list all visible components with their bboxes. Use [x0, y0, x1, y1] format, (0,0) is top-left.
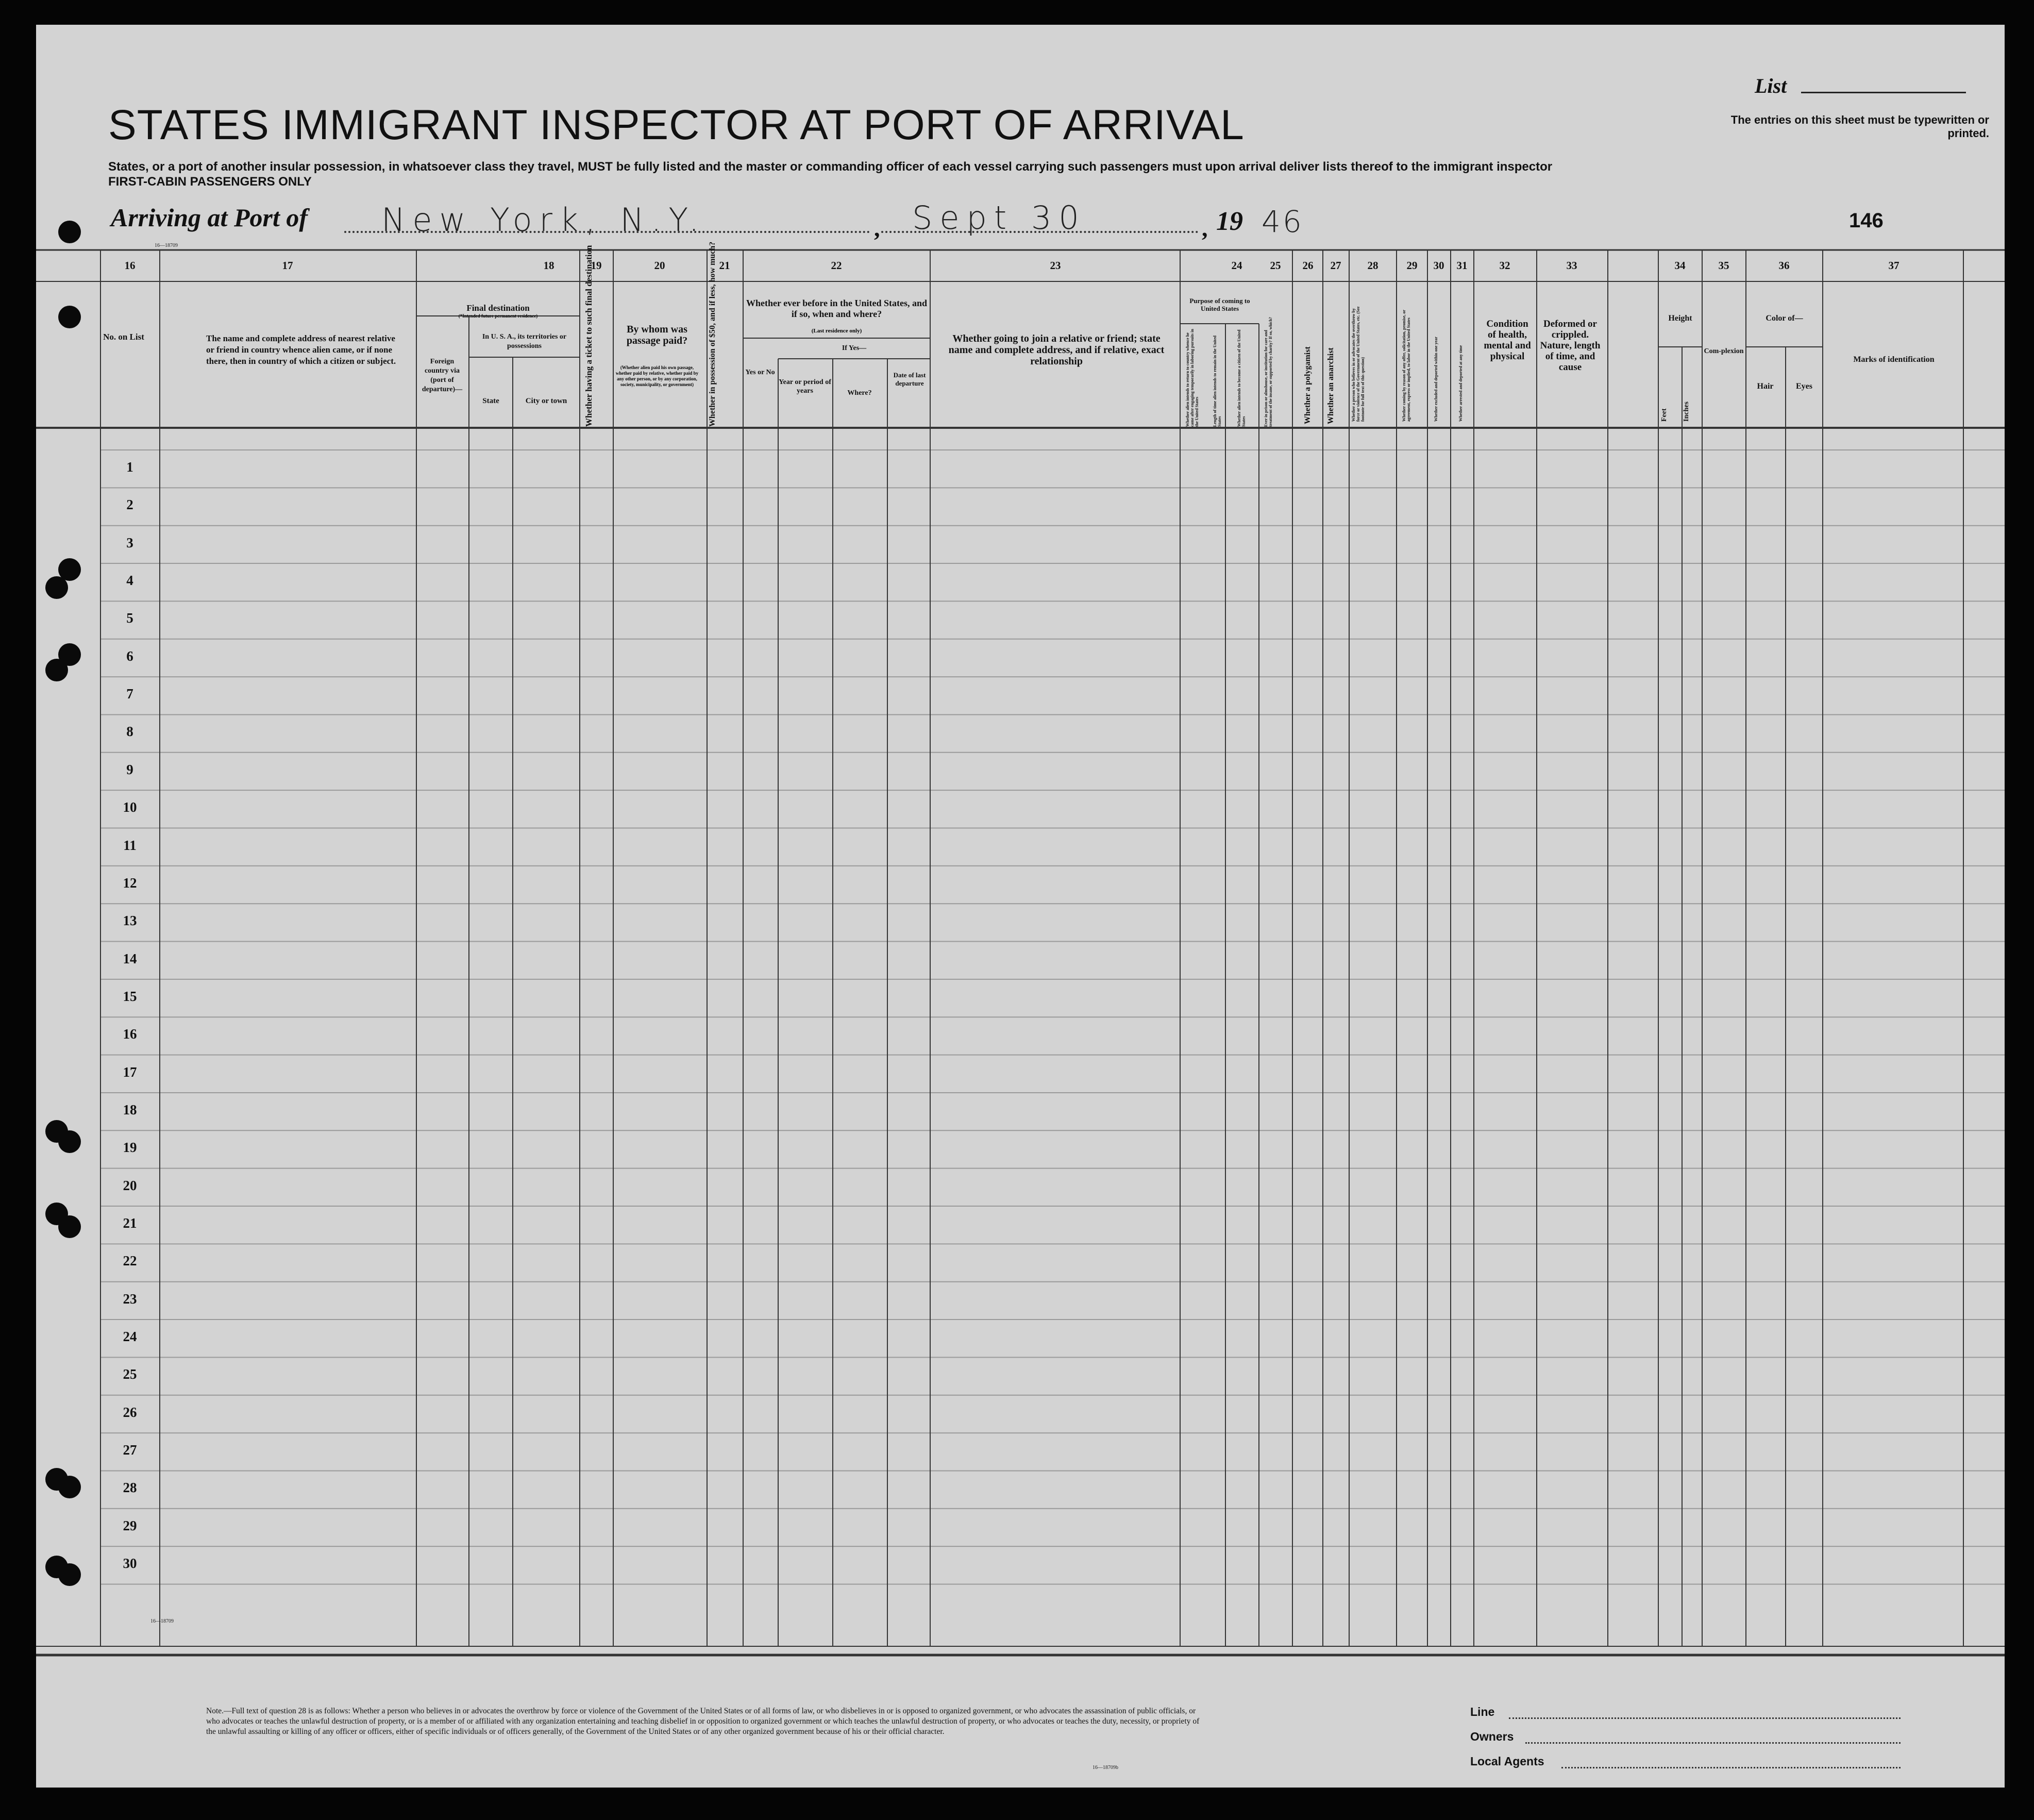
row-number: 12 [123, 875, 137, 891]
column-number: 30 [1433, 259, 1444, 272]
row-number: 7 [126, 686, 133, 702]
column-number: 33 [1566, 259, 1577, 272]
column-number: 37 [1888, 259, 1899, 272]
column-number: 34 [1674, 259, 1686, 272]
row-number: 30 [123, 1556, 137, 1572]
col-city: City or town [525, 397, 567, 405]
col-purpose: Purpose of coming to United States [1189, 297, 1250, 312]
row-number: 5 [126, 610, 133, 626]
punch-hole [58, 1130, 81, 1153]
comma-2: , [1202, 215, 1208, 241]
col-state: State [482, 397, 499, 405]
local-agents-label: Local Agents [1470, 1755, 1544, 1768]
row-number: 2 [126, 497, 133, 513]
row-number: 10 [123, 799, 137, 815]
col-inches: Inches [1683, 402, 1690, 422]
col-final-destination: Final destination [466, 303, 530, 313]
row-number: 14 [123, 950, 137, 966]
col-condition: Condition of health, mental and physical [1484, 319, 1531, 362]
row-number: 26 [123, 1404, 137, 1420]
column-number: 25 [1270, 259, 1281, 272]
col-complexion: Com-plexion [1704, 347, 1744, 355]
sheet-number: 146 [1849, 209, 1884, 232]
column-number: 27 [1330, 259, 1341, 272]
row-number: 20 [123, 1177, 137, 1193]
col-arrested: Whether arrested and deported at any time [1458, 345, 1463, 422]
col-anarchist: Whether an anarchist [1326, 347, 1335, 424]
manifest-sheet [36, 25, 2005, 1788]
date-value: Sept 30 [912, 199, 1086, 237]
col-ticket: Whether having a ticket to such final destination [584, 245, 594, 427]
column-number: 36 [1778, 259, 1790, 272]
col-purpose-a: Whether alien intends to return to country whence he came after engaging temporarily in laboring pursuits in the United States [1185, 329, 1199, 427]
column-number: 28 [1367, 259, 1379, 272]
col-hair: Hair [1757, 382, 1774, 391]
col-purpose-c: Whether alien intends to become a citizen of the United States [1237, 329, 1246, 427]
col-deformed: Deformed or crippled. Nature, length of time, and cause [1540, 319, 1601, 373]
comma-1: , [874, 215, 880, 241]
form-code-top: 16—18709 [155, 243, 178, 248]
col-where: Where? [847, 389, 872, 397]
col-passage-paid-note: (Whether alien paid his own passage, whether paid by relative, whether paid by any other person, or by any corporation, society, municipality, or government) [615, 365, 699, 387]
column-number: 29 [1406, 259, 1418, 272]
punch-hole [58, 1476, 81, 1498]
column-number: 17 [282, 259, 293, 272]
row-number: 29 [123, 1517, 137, 1533]
column-number: 21 [719, 259, 730, 272]
form-code-note: 16—18709b [1092, 1765, 1118, 1771]
row-number: 16 [123, 1026, 137, 1042]
col-if-yes: If Yes— [842, 344, 867, 352]
arriving-label: Arriving at Port of [111, 203, 308, 232]
col-polygamist: Whether a polygamist [1303, 346, 1312, 424]
table-grid [36, 25, 2005, 1788]
col-fifty-dollars: Whether in possession of $50, and if less, how much? [708, 241, 717, 427]
row-number: 9 [126, 761, 133, 777]
col-feet: Feet [1660, 408, 1668, 422]
col-ever-before-note: (Last residence only) [811, 328, 862, 334]
row-number: 1 [126, 459, 133, 475]
column-number: 32 [1499, 259, 1510, 272]
col-join-relative: Whether going to join a relative or friend; state name and complete address, and if relative, exact relationship [948, 333, 1165, 367]
col-nearest-relative: The name and complete address of nearest relative or friend in country whence alien came, or if none there, then in country of which a citizen or subject. [206, 333, 396, 366]
col-in-usa: In U. S. A., its territories or possessions [482, 333, 567, 350]
col-foreign-country: Foreign country via (port of departure)— [422, 358, 463, 393]
instruction-line: States, or a port of another insular possession, in whatsoever class they travel, MUST be fully listed and the master or commanding officer of each vessel carrying such passengers must upon arrival deliver lists thereof to the immigrant inspector [108, 160, 1553, 174]
column-number: 31 [1456, 259, 1468, 272]
column-number: 16 [124, 259, 136, 272]
column-number: 22 [831, 259, 842, 272]
col-no-on-list: No. on List [103, 332, 144, 342]
row-number: 23 [123, 1291, 137, 1307]
punch-hole [58, 306, 81, 328]
row-number: 8 [126, 724, 133, 740]
year-suffix: 46 [1262, 204, 1304, 239]
col-yes-no: Yes or No [745, 369, 775, 376]
row-number: 3 [126, 535, 133, 550]
row-number: 15 [123, 988, 137, 1004]
col-last-departure: Date of last departure [893, 371, 926, 387]
page-title: STATES IMMIGRANT INSPECTOR AT PORT OF ARRIVAL [108, 102, 1245, 148]
row-number: 28 [123, 1480, 137, 1496]
list-label: List [1755, 74, 1787, 97]
passenger-class: FIRST-CABIN PASSENGERS ONLY [108, 175, 312, 189]
column-number: 23 [1050, 259, 1061, 272]
col-eyes: Eyes [1796, 382, 1812, 391]
row-number: 27 [123, 1442, 137, 1458]
row-number: 18 [123, 1101, 137, 1117]
punch-hole [45, 576, 68, 599]
col-excluded: Whether excluded and deported within one year [1434, 337, 1438, 422]
row-number: 13 [123, 913, 137, 929]
col-question-28: Whether a person who believes in or advocates the overthrow by force or violence of the Government of the United States, etc. (See footnote for full text of this question) [1351, 306, 1365, 422]
punch-hole [58, 221, 81, 243]
column-number: 20 [654, 259, 665, 272]
column-number: 26 [1302, 259, 1314, 272]
row-number: 6 [126, 648, 133, 664]
row-number: 4 [126, 573, 133, 589]
punch-hole [58, 1563, 81, 1586]
column-number: 24 [1231, 259, 1242, 272]
col-final-destination-note: (*Intended future permanent residence) [458, 313, 538, 319]
column-number: 35 [1718, 259, 1729, 272]
column-number: 18 [543, 259, 554, 272]
col-year-period: Year or period of years [779, 378, 831, 395]
row-number: 17 [123, 1064, 137, 1080]
col-color-of: Color of— [1766, 314, 1803, 323]
col-ever-before: Whether ever before in the United States, and if so, when and where? [746, 298, 927, 319]
footnote: Note.—Full text of question 28 is as follows: Whether a person who believes in or advocates the overthrow by force or violence of the Government of the United States or of all forms of law, or who disbelieves in or is opposed to organized government, or who advocates the assassination of public officials, or who advocates or teaches the unlawful destruction of property, or is a member of or affiliated with any organization entertaining and teaching disbelief in or opposition to organized government or which teaches the unlawful destruction of property, or who advocates or teaches the duty, necessity, or propriety of the unlawful assaulting or killing of any officer or officers, either of specific individuals or of officers generally, of the Government of the United States or of any other organized government because of his or their official character. [206, 1707, 1200, 1736]
owners-label: Owners [1470, 1730, 1514, 1743]
form-code-bottom: 16—18709 [150, 1618, 174, 1624]
punch-hole [45, 659, 68, 681]
col-passage-paid: By whom was passage paid? [626, 324, 688, 346]
col-purpose-b: Length of time alien intends to remain in the United States [1213, 336, 1222, 427]
row-number: 25 [123, 1366, 137, 1382]
line-label: Line [1470, 1705, 1495, 1718]
year-prefix: 19 [1216, 207, 1243, 236]
col-height: Height [1668, 314, 1692, 323]
column-number: 19 [591, 259, 602, 272]
col-marks: Marks of identification [1853, 355, 1935, 364]
line-blank [1509, 1717, 1901, 1719]
row-number: 11 [123, 837, 137, 853]
row-number: 22 [123, 1253, 137, 1269]
col-prison: Ever in prison or almshouse, or institution for care and treatment of the insane, or supported by charity? If so, which? [1264, 316, 1273, 427]
entries-note: The entries on this sheet must be typewritten or printed. [1730, 113, 1989, 140]
owners-blank [1525, 1742, 1901, 1744]
port-value: New York, N.Y. [381, 201, 707, 239]
punch-hole [58, 1215, 81, 1238]
row-number: 21 [123, 1215, 137, 1231]
col-offer: Whether coming by reason of any offer, solicitation, promise, or agreement, express or implied, to labor in the United States [1402, 310, 1411, 422]
row-number: 19 [123, 1140, 137, 1156]
agents-blank [1561, 1767, 1901, 1768]
row-number: 24 [123, 1329, 137, 1345]
